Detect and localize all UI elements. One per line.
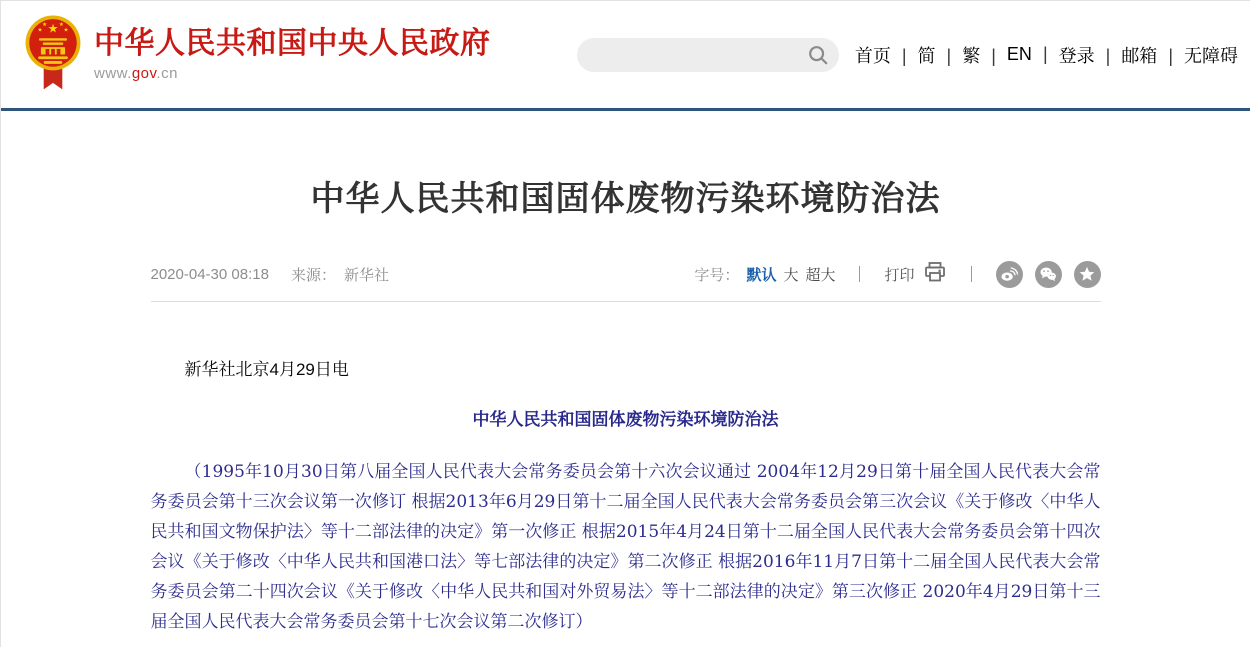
page-title: 中华人民共和国固体废物污染环境防治法	[310, 180, 941, 218]
publish-date: 2020-04-30 08:18	[150, 265, 269, 283]
printer-icon	[923, 260, 947, 288]
divider	[859, 266, 860, 282]
nav-traditional[interactable]: 繁 |	[962, 42, 1007, 68]
nav-accessibility[interactable]: 无障碍	[1184, 45, 1238, 66]
print-label: 打印	[884, 266, 915, 284]
site-title: 中华人民共和国中央人民政府	[94, 27, 491, 61]
share-buttons	[996, 261, 1101, 288]
nav-login[interactable]: 登录 |	[1059, 42, 1122, 68]
font-size-xlarge-button[interactable]: 超大	[805, 266, 836, 284]
share-wechat-icon[interactable]	[1035, 261, 1062, 288]
revision-note-paragraph: （1995年10月30日第八届全国人民代表大会常务委员会第十六次会议通过 2004年12月29日第十届全国人民代表大会常务委员会第十三次会议第一次修订 根据2013年6月29日第十二届全国人民代表大会常务委员会第三次会议《关于修改〈中华人民共和国文物保护法〉等十二部法律的决定》第一次修正 根据2015年4月24日第十二届全国人民代表大会常务委员会第十四次会议《关于修改〈中华人民共和国港口法〉等七部法律的决定》第二次修正 根据2016年11月7日第十二届全国人民代表大会常务委员会第二十四次会议《关于修改〈中华人民共和国对外贸易法〉等十二部法律的决定》第三次修正 2020年4月29日第十三届全国人民代表大会常务委员会第十七次会议第二次修订）	[150, 462, 1101, 632]
search-box[interactable]	[577, 38, 839, 72]
site-logo[interactable]	[25, 15, 491, 95]
share-weibo-icon[interactable]	[996, 261, 1023, 288]
source-value[interactable]: 新华社	[343, 266, 389, 284]
source-label: 来源：	[290, 266, 336, 284]
dateline-paragraph: 新华社北京4月29日电	[184, 360, 349, 379]
nav-mail[interactable]: 邮箱 |	[1121, 42, 1184, 68]
nav-english[interactable]: EN |	[1007, 44, 1059, 65]
svg-text:★: ★	[58, 21, 64, 28]
font-size-large-button[interactable]: 大	[783, 266, 799, 284]
header-divider	[1, 108, 1250, 111]
article-meta-bar	[151, 260, 1101, 302]
nav-simplified[interactable]: 简 |	[918, 42, 963, 68]
site-url: www.gov.cn	[94, 64, 178, 82]
site-header	[1, 1, 1250, 108]
svg-text:★: ★	[47, 21, 59, 36]
divider	[971, 266, 972, 282]
nav-home[interactable]: 首页 |	[855, 42, 918, 68]
top-nav	[855, 42, 1238, 68]
law-title: 中华人民共和国固体废物污染环境防治法	[472, 410, 779, 430]
share-favorite-icon[interactable]	[1074, 261, 1101, 288]
article-page	[151, 171, 1101, 647]
svg-text:★: ★	[63, 27, 69, 34]
national-emblem-icon	[25, 15, 81, 95]
font-size-label: 字号：	[694, 266, 740, 284]
print-button[interactable]	[884, 260, 946, 288]
svg-text:★: ★	[42, 21, 48, 28]
font-size-default-button[interactable]: 默认	[746, 266, 777, 284]
search-input[interactable]	[593, 47, 807, 63]
article-body	[151, 357, 1101, 647]
search-icon[interactable]	[807, 44, 829, 66]
svg-text:★: ★	[37, 27, 43, 34]
